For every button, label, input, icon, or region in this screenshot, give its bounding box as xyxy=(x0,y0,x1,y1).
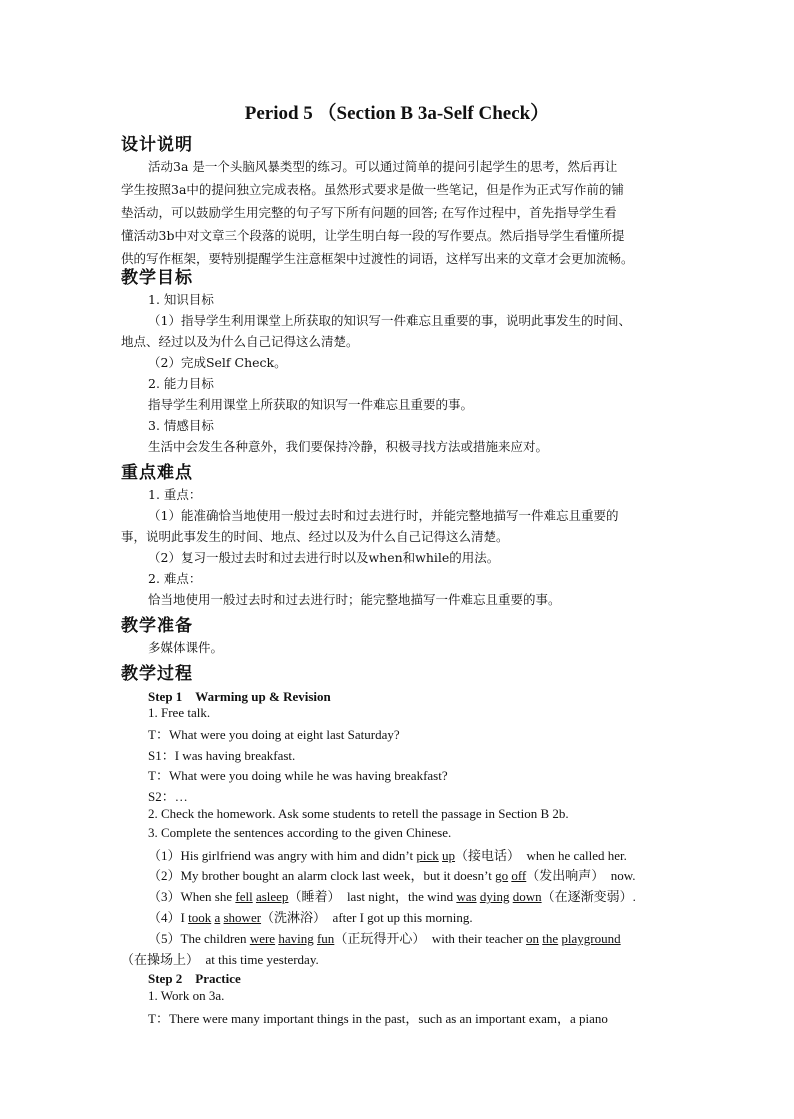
answer-blank: pick xyxy=(416,848,439,863)
objective-knowledge-2: （2）完成Self Check。 xyxy=(148,355,287,370)
answer-blank: took xyxy=(188,910,212,925)
design-line-5: 供的写作框架，要特别提醒学生注意框架中过渡性的词语，这样写出来的文章才会更加流畅。 xyxy=(121,251,634,266)
keypoint-difficulty-title: 2. 难点： xyxy=(148,571,202,586)
section-heading-objectives: 教学目标 xyxy=(121,268,193,288)
section-heading-process: 教学过程 xyxy=(121,664,193,684)
process-line: S1：I was having breakfast. xyxy=(148,748,296,763)
answer-blank: asleep xyxy=(255,889,289,904)
answer-blank: dying xyxy=(479,889,510,904)
exercise-sentence-5-continued: （在操场上） at this time yesterday. xyxy=(121,952,319,967)
section-heading-preparation: 教学准备 xyxy=(121,616,193,636)
answer-blank: having xyxy=(278,931,314,946)
answer-blank: down xyxy=(512,889,542,904)
objective-knowledge-1a: （1）指导学生利用课堂上所获取的知识写一件难忘且重要的事，说明此事发生的时间、 xyxy=(148,313,631,328)
keypoint-focus-title: 1. 重点： xyxy=(148,487,202,502)
section-heading-keypoints: 重点难点 xyxy=(121,463,193,483)
section-heading-design: 设计说明 xyxy=(121,135,193,155)
exercise-sentence-5: （5）The children were having fun（正玩得开心） with their teacher on the playground xyxy=(148,931,621,946)
answer-blank: off xyxy=(511,868,527,883)
design-line-2: 学生按照3a中的提问独立完成表格。虽然形式要求是做一些笔记，但是作为正式写作前的铺 xyxy=(121,182,624,197)
objective-knowledge-title: 1. 知识目标 xyxy=(148,292,214,307)
answer-blank: shower xyxy=(223,910,262,925)
design-line-3: 垫活动，可以鼓励学生用完整的句子写下所有问题的回答; 在写作过程中，首先指导学生看 xyxy=(121,205,617,220)
keypoint-focus-1a: （1）能准确恰当地使用一般过去时和过去进行时，并能完整地描写一件难忘且重要的 xyxy=(148,508,619,523)
answer-blank: a xyxy=(214,910,221,925)
answer-blank: fell xyxy=(235,889,253,904)
step-2-heading: Step 2 Practice xyxy=(148,971,241,986)
exercise-sentence-1: （1）His girlfriend was angry with him and didn’t pick up（接电话） when he called her. xyxy=(148,848,627,863)
answer-blank: was xyxy=(456,889,477,904)
answer-blank: the xyxy=(542,931,559,946)
process-line: T：There were many important things in the past，such as an important exam，a piano xyxy=(148,1011,608,1026)
answer-blank: up xyxy=(442,848,456,863)
answer-blank: on xyxy=(526,931,540,946)
exercise-sentence-4: （4）I took a shower（洗淋浴） after I got up this morning. xyxy=(148,910,473,925)
process-line: 3. Complete the sentences according to the given Chinese. xyxy=(148,825,452,840)
page-title: Period 5 （Section B 3a-Self Check） xyxy=(244,103,550,124)
process-line: T：What were you doing while he was having breakfast? xyxy=(148,768,448,783)
answer-blank: fun xyxy=(316,931,335,946)
process-line: 2. Check the homework. Ask some students to retell the passage in Section B 2b. xyxy=(148,806,569,821)
objective-emotion-title: 3. 情感目标 xyxy=(148,418,214,433)
objective-ability-1: 指导学生利用课堂上所获取的知识写一件难忘且重要的事。 xyxy=(148,397,474,412)
keypoint-focus-1b: 事，说明此事发生的时间、地点、经过以及为什么自己记得这么清楚。 xyxy=(121,529,509,544)
objective-ability-title: 2. 能力目标 xyxy=(148,376,214,391)
answer-blank: go xyxy=(495,868,509,883)
process-line: 1. Work on 3a. xyxy=(148,988,225,1003)
design-line-1: 活动3a 是一个头脑风暴类型的练习。可以通过简单的提问引起学生的思考，然后再让 xyxy=(148,159,618,174)
exercise-sentence-2: （2）My brother bought an alarm clock last week，but it doesn’t go off（发出响声） now. xyxy=(148,868,636,883)
keypoint-difficulty-1: 恰当地使用一般过去时和过去进行时；能完整地描写一件难忘且重要的事。 xyxy=(148,592,561,607)
answer-blank: were xyxy=(249,931,276,946)
preparation-text: 多媒体课件。 xyxy=(148,640,224,655)
step-1-heading: Step 1 Warming up & Revision xyxy=(148,689,331,704)
process-line: 1. Free talk. xyxy=(148,705,211,720)
objective-knowledge-1b: 地点、经过以及为什么自己记得这么清楚。 xyxy=(121,334,359,349)
answer-blank: playground xyxy=(561,931,621,946)
exercise-sentence-3: （3）When she fell asleep（睡着） last night，the wind was dying down（在逐渐变弱）. xyxy=(148,889,636,904)
design-line-4: 懂活动3b中对文章三个段落的说明，让学生明白每一段的写作要点。然后指导学生看懂所提 xyxy=(121,228,625,243)
process-line: T：What were you doing at eight last Saturday? xyxy=(148,727,400,742)
objective-emotion-1: 生活中会发生各种意外，我们要保持冷静，积极寻找方法或措施来应对。 xyxy=(148,439,549,454)
keypoint-focus-2: （2）复习一般过去时和过去进行时以及when和while的用法。 xyxy=(148,550,500,565)
process-line: S2：… xyxy=(148,789,188,804)
